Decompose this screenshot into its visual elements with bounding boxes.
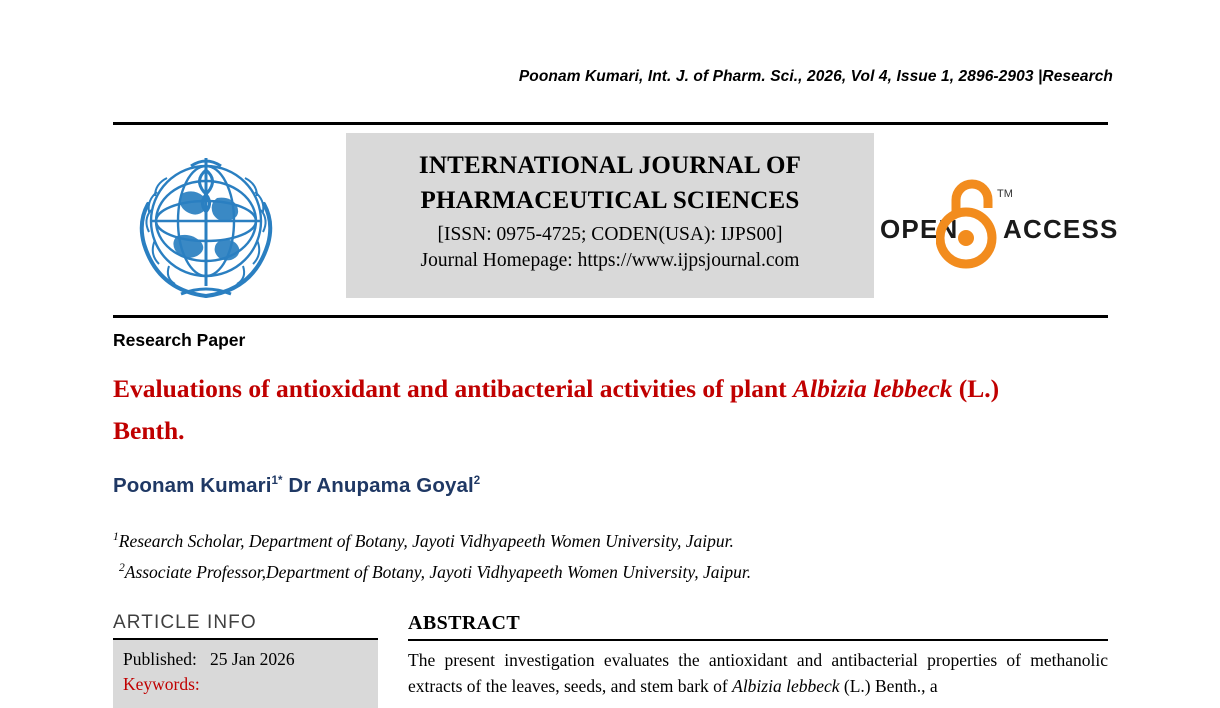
affiliation-1-text: Research Scholar, Department of Botany, Jayoti Vidhyapeeth Women University, Jaipur. bbox=[118, 531, 734, 551]
journal-homepage: Journal Homepage: https://www.ijpsjournal.com bbox=[420, 250, 800, 272]
article-info-body bbox=[113, 640, 378, 708]
author-name-2: Dr Anupama Goyal bbox=[288, 474, 474, 497]
abstract-text bbox=[408, 647, 1108, 700]
article-info-heading: ARTICLE INFO bbox=[113, 612, 257, 633]
abstract-text-part2: (L.) Benth., a bbox=[839, 676, 938, 697]
trademark-symbol: TM bbox=[997, 188, 1013, 200]
header-rule-top bbox=[113, 122, 1108, 125]
abstract-text-part1: The present investigation evaluates the antioxidant and antibacterial properties of methanolic extracts of the leaves, seeds, and stem bark of bbox=[408, 650, 1108, 697]
abstract-rule bbox=[408, 639, 1108, 641]
affiliation-1-marker: 1 bbox=[113, 531, 119, 544]
running-head: Poonam Kumari, Int. J. of Pharm. Sci., 2026, Vol 4, Issue 1, 2896-2903 |Research bbox=[518, 68, 1113, 85]
author-list bbox=[113, 474, 480, 498]
affiliation-1 bbox=[113, 530, 1073, 554]
open-access-logo bbox=[878, 168, 1119, 273]
abstract-panel bbox=[408, 612, 1108, 700]
article-info-panel bbox=[113, 612, 378, 708]
published-label: Published: bbox=[123, 649, 197, 669]
abstract-heading: ABSTRACT bbox=[408, 612, 521, 634]
affiliation-2 bbox=[119, 561, 1079, 585]
journal-masthead bbox=[113, 128, 1119, 313]
affiliation-2-text: Associate Professor,Department of Botany, Jayoti Vidhyapeeth Women University, Jaipur. bbox=[124, 562, 752, 582]
journal-title-line2: PHARMACEUTICAL SCIENCES bbox=[420, 186, 800, 214]
abstract-species-name: Albizia lebbeck bbox=[732, 676, 840, 697]
open-access-label-left: OPEN bbox=[880, 214, 959, 244]
journal-title-box bbox=[346, 133, 874, 298]
author-name-1: Poonam Kumari bbox=[113, 474, 272, 497]
article-title-part1: Evaluations of antioxidant and antibacterial activities of plant bbox=[113, 374, 794, 403]
author-2-affil-marker: 2 bbox=[473, 475, 481, 488]
published-date: 25 Jan 2026 bbox=[210, 649, 295, 669]
open-lock-icon bbox=[936, 174, 1002, 274]
article-title bbox=[113, 368, 1073, 452]
article-title-part2: (L.) Benth. bbox=[113, 374, 1000, 446]
header-rule-bottom bbox=[113, 315, 1108, 318]
paper-type-label: Research Paper bbox=[113, 330, 246, 350]
open-access-label-right: ACCESS bbox=[1003, 214, 1119, 244]
journal-issn: [ISSN: 0975-4725; CODEN(USA): IJPS00] bbox=[437, 224, 783, 245]
affiliation-2-marker: 2 bbox=[119, 562, 125, 575]
keywords-label: Keywords: bbox=[123, 674, 200, 695]
who-style-globe-emblem bbox=[121, 136, 291, 306]
published-line bbox=[123, 647, 368, 672]
journal-title-line1: INTERNATIONAL JOURNAL OF bbox=[418, 152, 802, 179]
author-1-affil-marker: 1* bbox=[271, 475, 283, 488]
article-title-species: Albizia lebbeck bbox=[793, 374, 953, 403]
